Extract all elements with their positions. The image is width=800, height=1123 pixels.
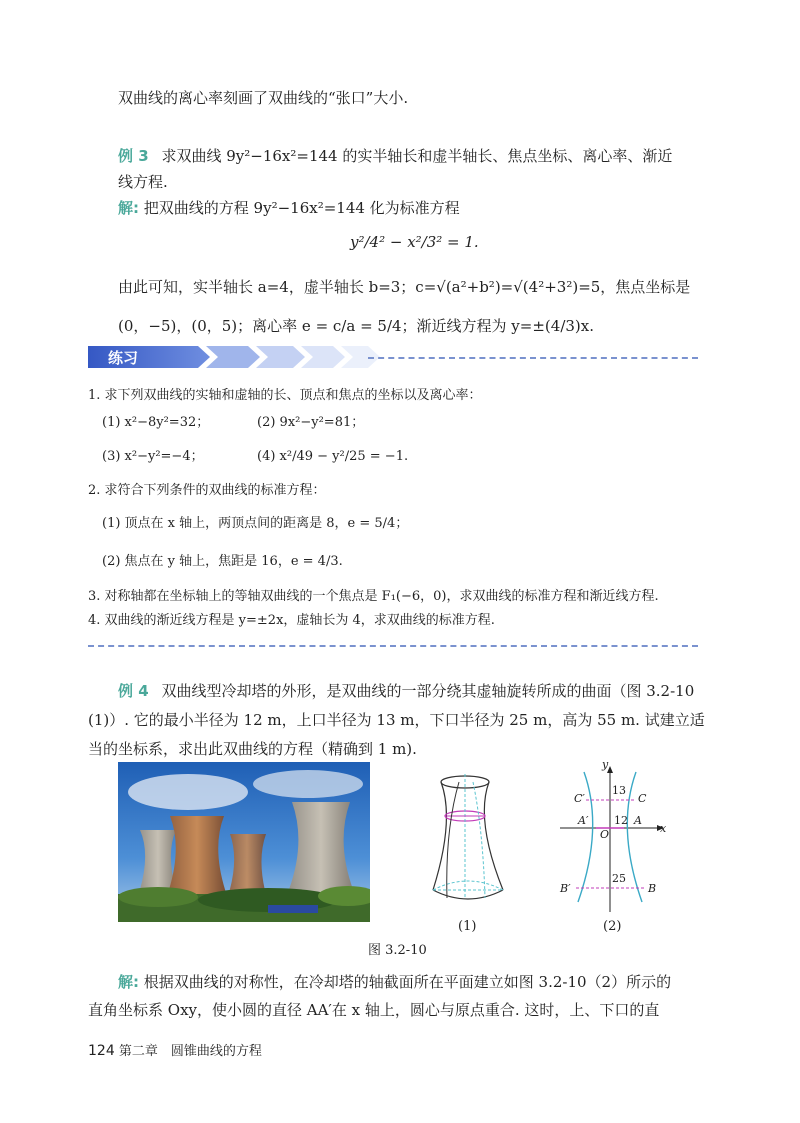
practice-q1-item1: (1) x²−8y²=32； [102, 415, 210, 430]
point-a-prime-label: A′ [578, 814, 589, 827]
point-c-label: C [638, 792, 647, 805]
cooling-tower-photo [118, 762, 370, 922]
point-b-prime-label: B′ [560, 882, 571, 895]
example4-line3: 当的坐标系，求出此双曲线的方程（精确到 1 m). [88, 740, 417, 758]
solution4-line2: 直角坐标系 Oxy，使小圆的直径 AA′在 x 轴上，圆心与原点重合. 这时，上、下口的直 [88, 1001, 660, 1019]
practice-q1: 1. 求下列双曲线的实轴和虚轴的长、顶点和焦点的坐标以及离心率： [88, 388, 482, 403]
axis-y-label: y [602, 758, 609, 771]
point-a-label: A [634, 814, 642, 827]
practice-q1-item3: (3) x²−y²=−4； [102, 449, 204, 464]
figure-sub2: (2) [603, 919, 622, 934]
page-footer [88, 1040, 262, 1059]
solution4-line1 [118, 972, 671, 992]
example3-solution-text: 把双曲线的方程 9y²−16x²=144 化为标准方程 [143, 199, 460, 217]
practice-title: 练习 [108, 349, 139, 367]
point-c-prime-label: C′ [574, 792, 585, 805]
example3-line3: 由此可知，实半轴长 a=4，虚半轴长 b=3；c=√(a²+b²)=√(4²+3²)=5，焦点坐标是 [118, 278, 691, 296]
intro-line: 双曲线的离心率刻画了双曲线的“张口”大小. [118, 89, 409, 107]
practice-top-divider [368, 357, 698, 359]
figure-sub1: (1) [458, 919, 477, 934]
figure-caption: 图 3.2-10 [368, 943, 427, 958]
practice-q4: 4. 双曲线的渐近线方程是 y=±2x，虚轴长为 4，求双曲线的标准方程. [88, 613, 495, 628]
example3-line1 [118, 146, 672, 166]
label-12: 12 [614, 814, 628, 827]
example3-line2: 线方程. [118, 173, 168, 191]
chapter-title: 第二章 圆锥曲线的方程 [118, 1044, 262, 1059]
label-13: 13 [612, 784, 626, 797]
point-b-label: B [648, 882, 657, 895]
solution4-text1: 根据双曲线的对称性，在冷却塔的轴截面所在平面建立如图 3.2-10（2）所示的 [143, 973, 672, 991]
practice-q1-item2: (2) 9x²−y²=81； [257, 415, 365, 430]
example4-label: 例 4 [118, 682, 149, 700]
axis-x-label: x [660, 822, 667, 835]
example3-solution-label: 解: [118, 199, 139, 217]
practice-q2-item1: (1) 顶点在 x 轴上，两顶点间的距离是 8，e = 5/4； [102, 516, 409, 531]
practice-q2: 2. 求符合下列条件的双曲线的标准方程： [88, 483, 326, 498]
solution4-label: 解: [118, 973, 139, 991]
page-number: 124 [88, 1043, 115, 1059]
label-25: 25 [612, 872, 626, 885]
example4-text1: 双曲线型冷却塔的外形，是双曲线的一部分绕其虚轴旋转所成的曲面（图 3.2-10 [161, 682, 695, 700]
example3-equation: y²/4² − x²/3² = 1. [350, 233, 479, 251]
cooling-tower-drawing [415, 770, 525, 920]
example3-label: 例 3 [118, 147, 149, 165]
practice-q2-item2: (2) 焦点在 y 轴上，焦距是 16，e = 4/3. [102, 554, 343, 569]
practice-q3: 3. 对称轴都在坐标轴上的等轴双曲线的一个焦点是 F₁(−6，0)，求双曲线的标准方程和渐近线方程. [88, 589, 659, 604]
example3-solution [118, 198, 460, 218]
practice-q1-item4: (4) x²/49 − y²/25 = −1. [257, 449, 409, 464]
example4-line2: (1)）. 它的最小半径为 12 m，上口半径为 13 m，下口半径为 25 m，高为 55 m. 试建立适 [88, 711, 705, 729]
practice-bottom-divider [88, 645, 698, 647]
example3-text1: 求双曲线 9y²−16x²=144 的实半轴长和虚半轴长、焦点坐标、离心率、渐近 [161, 147, 673, 165]
origin-label: O [600, 828, 610, 841]
example3-line4: (0，−5)，(0，5)；离心率 e = c/a = 5/4；渐近线方程为 y=±(4/3)x. [118, 317, 594, 335]
example4-line1 [118, 681, 694, 701]
hyperbola-axes-diagram [556, 758, 676, 920]
